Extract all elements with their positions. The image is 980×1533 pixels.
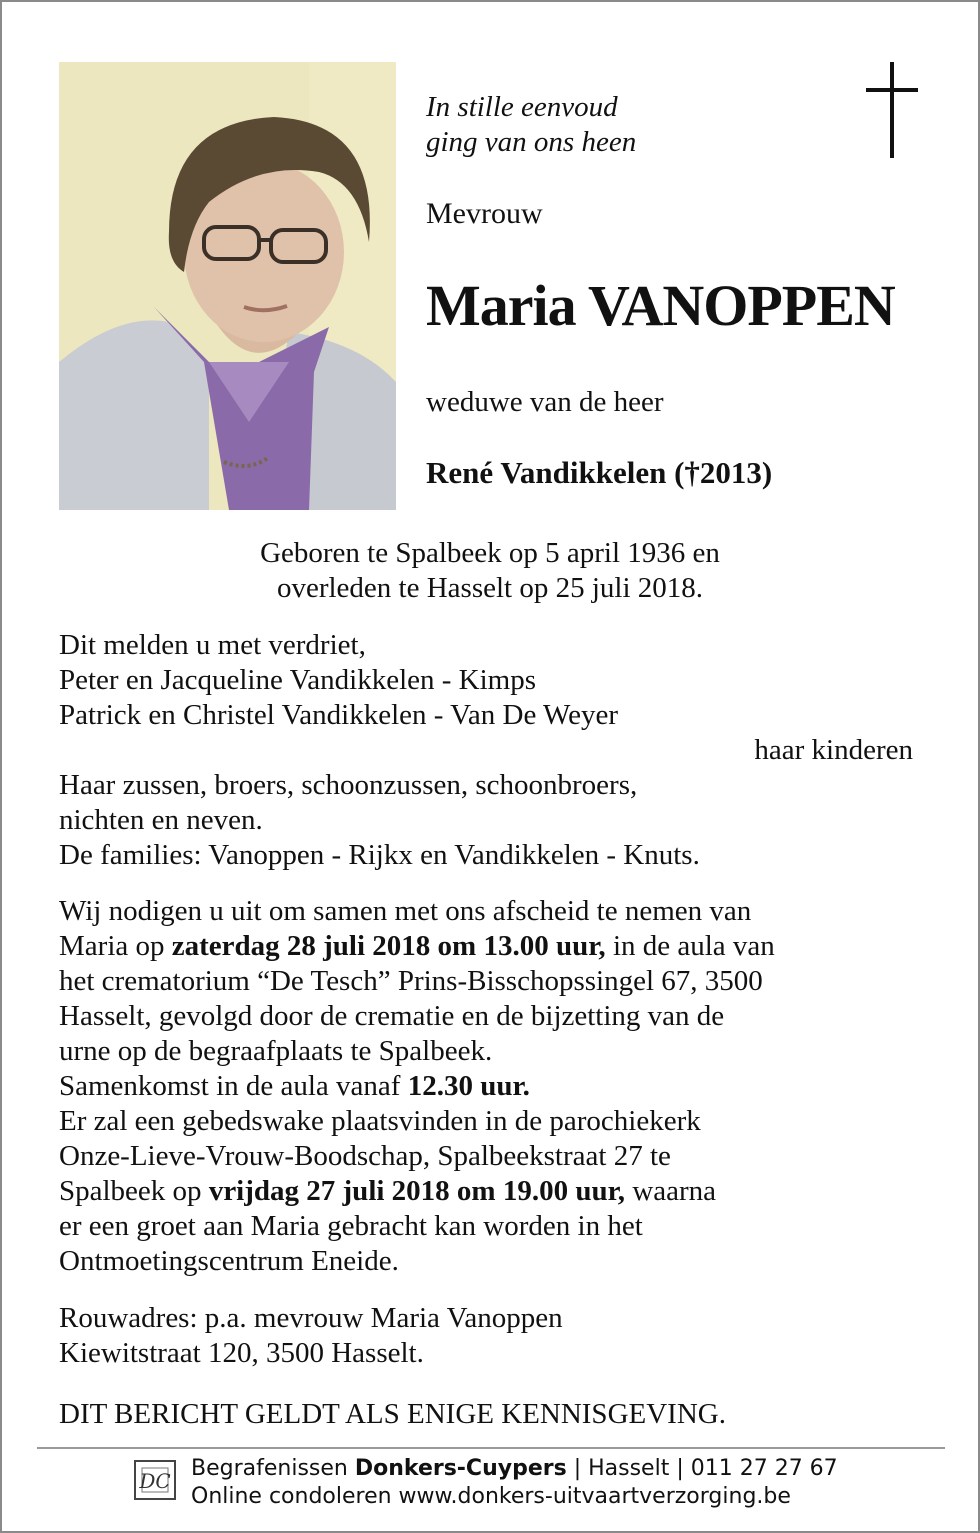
logo-letters: DC [139, 1469, 171, 1493]
footer-prefix: Begrafenissen [191, 1456, 355, 1481]
footer [191, 1455, 838, 1511]
widow-line: weduwe van de heer [426, 386, 664, 418]
footer-line-1 [191, 1455, 838, 1483]
ceremony-line-3: het crematorium “De Tesch” Prins-Bisschopssingel 67, 3500 [59, 965, 763, 997]
family-section [59, 628, 913, 873]
ceremony-line-5: urne op de begraafplaats te Spalbeek. [59, 1035, 493, 1067]
company-name: Donkers-Cuypers [354, 1456, 567, 1481]
ceremony-line-7: Er zal een gebedswake plaatsvinden in de parochiekerk [59, 1105, 701, 1137]
intro-line-2: ging van ons heen [426, 126, 637, 158]
children-label: haar kinderen [754, 734, 913, 766]
ceremony-line-6 [59, 1069, 775, 1104]
address-line-1: Rouwadres: p.a. mevrouw Maria Vanoppen [59, 1302, 563, 1334]
funeral-home-logo [132, 1458, 178, 1502]
footer-divider [37, 1447, 945, 1449]
born-line-1: Geboren te Spalbeek op 5 april 1936 en [260, 537, 720, 569]
ceremony-line-9 [59, 1174, 775, 1209]
ceremony-line-8: Onze-Lieve-Vrouw-Boodschap, Spalbeekstraat 27 te [59, 1140, 671, 1172]
ceremony-line-4: Hasselt, gevolgd door de crematie en de bijzetting van de [59, 1000, 725, 1032]
family-intro: Dit melden u met verdriet, [59, 629, 366, 661]
intro-line-1: In stille eenvoud [426, 91, 618, 123]
deceased-name: Maria VANOPPEN [426, 273, 895, 338]
husband-name: René Vandikkelen (†2013) [426, 455, 773, 490]
ceremony-line-11: Ontmoetingscentrum Eneide. [59, 1245, 399, 1277]
ceremony-line-9-post: waarna [625, 1175, 717, 1207]
relatives-line-2: nichten en neven. [59, 804, 263, 836]
gathering-time: 12.30 uur. [407, 1070, 530, 1102]
ceremony-line-1: Wij nodigen u uit om samen met ons afscheid te nemen van [59, 895, 752, 927]
ceremony-line-6-pre: Samenkomst in de aula vanaf [59, 1070, 408, 1102]
ceremony-line-2-post: in de aula van [605, 930, 775, 962]
cross-icon [860, 60, 922, 160]
family-child-2: Patrick en Christel Vandikkelen - Van De Weyer [59, 699, 619, 731]
ceremony-line-2-pre: Maria op [59, 930, 172, 962]
title-mevrouw: Mevrouw [426, 197, 543, 230]
footer-website[interactable]: Online condoleren www.donkers-uitvaartverzorging.be [191, 1484, 791, 1509]
portrait-photo [59, 62, 396, 510]
born-line-2: overleden te Hasselt op 25 juli 2018. [276, 572, 704, 604]
ceremony-section [59, 894, 775, 1279]
footer-contact: | Hasselt | 011 27 27 67 [566, 1456, 838, 1481]
birth-death-info [0, 536, 980, 606]
vigil-datetime: vrijdag 27 juli 2018 om 19.00 uur, [208, 1175, 626, 1207]
address-line-2: Kiewitstraat 120, 3500 Hasselt. [59, 1337, 424, 1369]
ceremony-line-10: er een groet aan Maria gebracht kan worden in het [59, 1210, 643, 1242]
intro-text [426, 90, 636, 160]
families-line: De families: Vanoppen - Rijkx en Vandikkelen - Knuts. [59, 839, 700, 871]
ceremony-line-9-pre: Spalbeek op [59, 1175, 209, 1207]
notice-line: DIT BERICHT GELDT ALS ENIGE KENNISGEVING. [59, 1398, 726, 1430]
relatives-line-1: Haar zussen, broers, schoonzussen, schoonbroers, [59, 769, 638, 801]
address-section [59, 1301, 563, 1371]
family-child-1: Peter en Jacqueline Vandikkelen - Kimps [59, 664, 537, 696]
funeral-datetime: zaterdag 28 juli 2018 om 13.00 uur, [171, 930, 606, 962]
ceremony-line-2 [59, 929, 775, 964]
